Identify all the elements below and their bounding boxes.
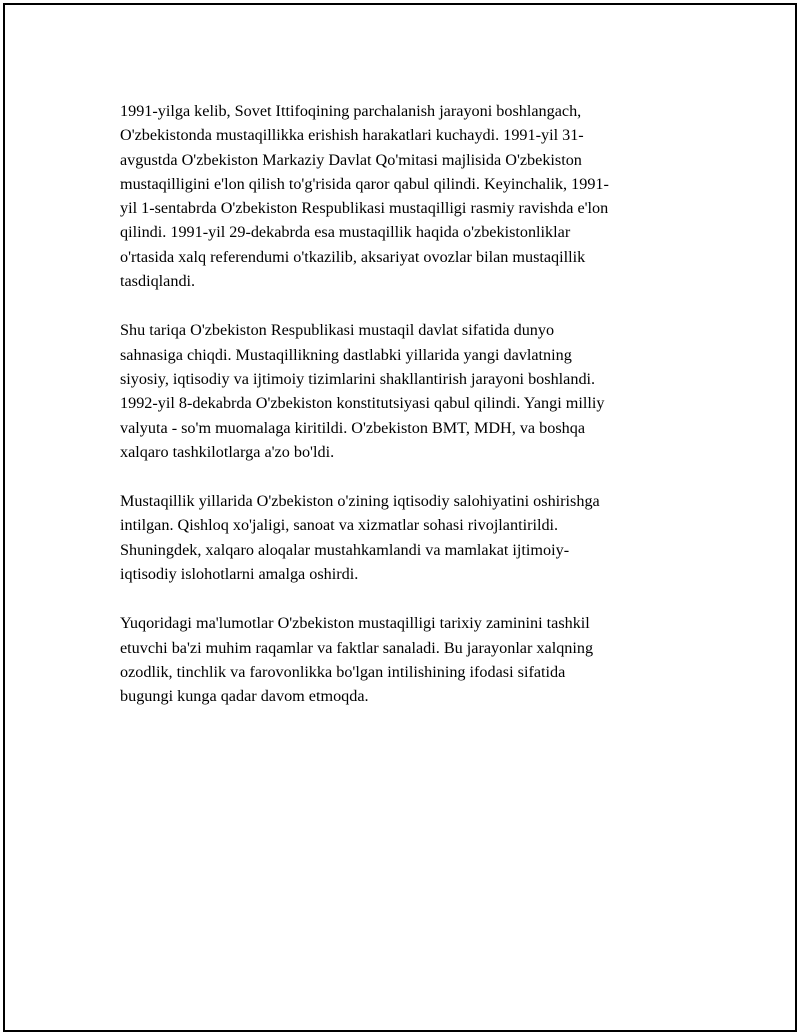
text-line: yil 1-sentabrda O'zbekiston Respublikasi mustaqilligi rasmiy ravishda e'lon — [120, 199, 609, 218]
text-line: qilindi. 1991-yil 29-dekabrda esa mustaqillik haqida o'zbekistonliklar — [120, 223, 571, 242]
paragraph-1 — [120, 99, 685, 293]
text-line: avgustda O'zbekiston Markaziy Davlat Qo'mitasi majlisida O'zbekiston — [120, 150, 582, 169]
text-line: ozodlik, tinchlik va farovonlikka bo'lgan intilishining ifodasi sifatida — [120, 662, 566, 681]
text-line: intilgan. Qishloq xo'jaligi, sanoat va xizmatlar sohasi rivojlantirildi. — [120, 516, 559, 535]
text-line: Shu tariqa O'zbekiston Respublikasi mustaqil davlat sifatida dunyo — [120, 321, 555, 340]
text-line: xalqaro tashkilotlarga a'zo bo'ldi. — [120, 442, 335, 461]
paragraph-4 — [120, 611, 685, 708]
document-page — [3, 3, 797, 1032]
text-line: tasdiqlandi. — [120, 272, 196, 291]
text-line: mustaqilligini e'lon qilish to'g'risida qaror qabul qilindi. Keyinchalik, 1991- — [120, 174, 609, 193]
text-line: o'rtasida xalq referendumi o'tkazilib, aksariyat ovozlar bilan mustaqillik — [120, 247, 586, 266]
paragraph-2 — [120, 318, 685, 464]
text-line: Yuqoridagi ma'lumotlar O'zbekiston mustaqilligi tarixiy zaminini tashkil — [120, 614, 590, 633]
text-line: etuvchi ba'zi muhim raqamlar va faktlar sanaladi. Bu jarayonlar xalqning — [120, 638, 594, 657]
text-line: O'zbekistonda mustaqillikka erishish harakatlari kuchaydi. 1991-yil 31- — [120, 126, 584, 145]
text-line: bugungi kunga qadar davom etmoqda. — [120, 687, 369, 706]
text-line: siyosiy, iqtisodiy va ijtimoiy tizimlarini shakllantirish jarayoni boshlandi. — [120, 369, 596, 388]
text-line: sahnasiga chiqdi. Mustaqillikning dastlabki yillarida yangi davlatning — [120, 345, 572, 364]
text-line: iqtisodiy islohotlarni amalga oshirdi. — [120, 565, 359, 584]
document-body — [120, 99, 685, 734]
text-line: 1992-yil 8-dekabrda O'zbekiston konstitutsiyasi qabul qilindi. Yangi milliy — [120, 394, 605, 413]
text-line: Shuningdek, xalqaro aloqalar mustahkamlandi va mamlakat ijtimoiy- — [120, 540, 570, 559]
paragraph-3 — [120, 489, 685, 586]
text-line: 1991-yilga kelib, Sovet Ittifoqining parchalanish jarayoni boshlangach, — [120, 102, 582, 120]
text-line: valyuta - so'm muomalaga kiritildi. O'zbekiston BMT, MDH, va boshqa — [120, 418, 586, 437]
text-line: Mustaqillik yillarida O'zbekiston o'zining iqtisodiy salohiyatini oshirishga — [120, 492, 600, 511]
